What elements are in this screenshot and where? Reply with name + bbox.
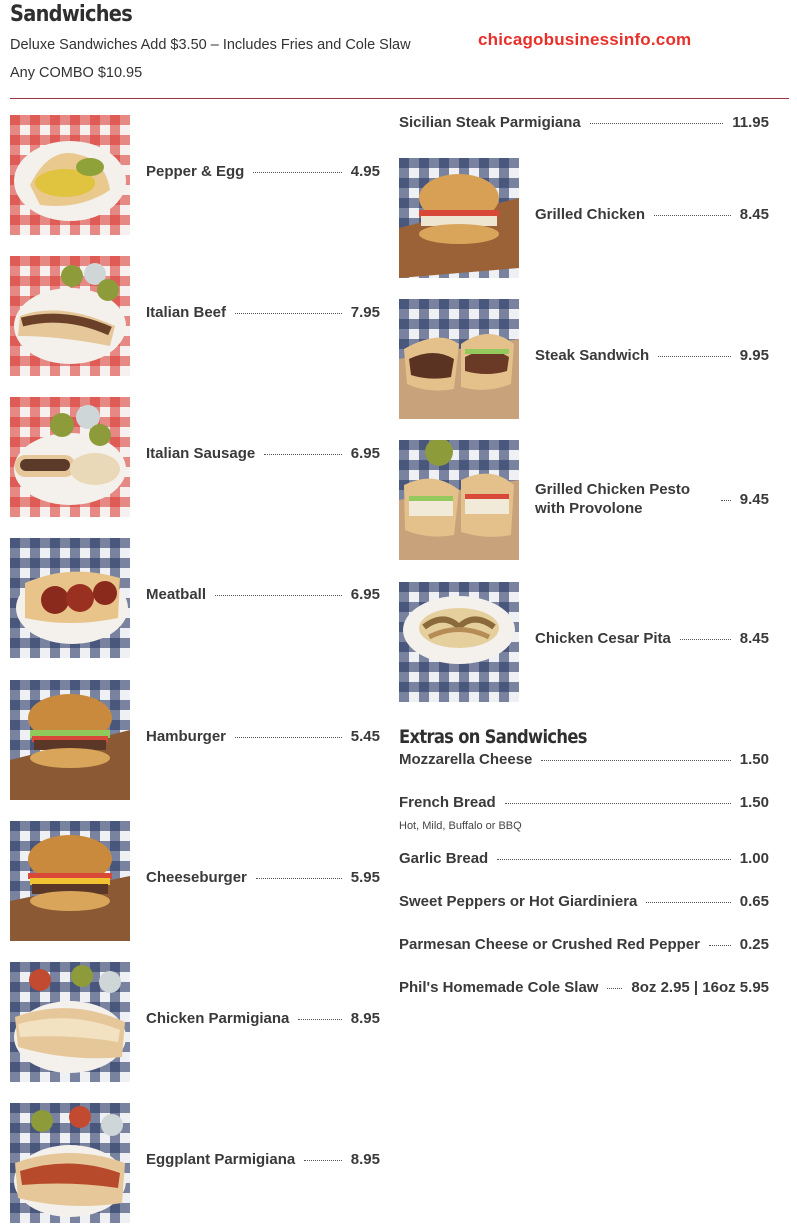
hamburger-photo [10, 680, 130, 800]
cheeseburger-photo [10, 821, 130, 941]
item-price: 7.95 [350, 304, 380, 321]
extra-item[interactable] [399, 979, 769, 996]
item-name: Chicken Parmigiana [146, 1010, 290, 1027]
leader-dots [298, 1019, 341, 1020]
item-name: Italian Beef [146, 304, 227, 321]
item-name: Steak Sandwich [535, 347, 650, 364]
leader-dots [235, 313, 342, 314]
divider [10, 98, 789, 99]
grilled-chicken-sandwich-photo [399, 158, 519, 278]
italian-beef-sandwich-photo [10, 256, 130, 376]
leader-dots [709, 945, 731, 946]
item-name: Italian Sausage [146, 445, 256, 462]
item-price: 9.95 [739, 347, 769, 364]
meatball-sandwich-photo [10, 538, 130, 658]
combo-note: Any COMBO $10.95 [10, 65, 143, 81]
eggplant-parmigiana-photo [10, 1103, 130, 1223]
menu-item[interactable] [146, 869, 380, 886]
pepper-egg-sandwich-photo [10, 115, 130, 235]
leader-dots [505, 803, 731, 804]
leader-dots [253, 172, 341, 173]
item-price: 9.45 [739, 490, 769, 508]
item-price: 0.65 [739, 893, 769, 910]
item-name: Chicken Cesar Pita [535, 630, 671, 647]
item-price: 6.95 [350, 445, 380, 462]
item-name: French Bread [399, 794, 496, 811]
chicken-parmigiana-photo [10, 962, 130, 1082]
item-price: 4.95 [350, 163, 380, 180]
menu-item[interactable] [535, 630, 769, 647]
extras-title: Extras on Sandwiches [399, 726, 587, 748]
menu-item[interactable] [146, 728, 380, 745]
deluxe-note: Deluxe Sandwiches Add $3.50 – Includes Fries and Cole Slaw [10, 37, 411, 53]
menu-item[interactable] [146, 445, 380, 462]
menu-item[interactable] [146, 1151, 380, 1168]
leader-dots [646, 902, 730, 903]
item-price: 8.95 [350, 1010, 380, 1027]
item-price: 1.00 [739, 850, 769, 867]
item-name: Grilled Chicken Pesto with Provolone [535, 481, 691, 517]
leader-dots [541, 760, 730, 761]
leader-dots [721, 500, 731, 501]
leader-dots [264, 454, 342, 455]
item-name: Mozzarella Cheese [399, 751, 533, 768]
item-name: Eggplant Parmigiana [146, 1151, 296, 1168]
chicken-cesar-pita-photo [399, 582, 519, 702]
item-name: Meatball [146, 586, 207, 603]
leader-dots [607, 988, 622, 989]
item-name: Garlic Bread [399, 850, 489, 867]
menu-item[interactable] [535, 347, 769, 364]
item-name: Sicilian Steak Parmigiana [399, 114, 581, 131]
item-price: 8.45 [739, 206, 769, 223]
item-price: 11.95 [732, 114, 769, 131]
leader-dots [590, 123, 724, 124]
page-title: Sandwiches [10, 2, 133, 27]
extra-item[interactable] [399, 936, 769, 953]
item-name: Cheeseburger [146, 869, 247, 886]
item-price: 5.45 [350, 728, 380, 745]
leader-dots [658, 356, 731, 357]
item-price: 8.45 [739, 630, 769, 647]
item-price: 1.50 [739, 794, 769, 811]
menu-item[interactable] [146, 304, 380, 321]
steak-sandwich-photo [399, 299, 519, 419]
item-name: Sweet Peppers or Hot Giardiniera [399, 893, 638, 910]
item-price: 8oz 2.95 | 16oz 5.95 [631, 979, 769, 996]
item-name: Hamburger [146, 728, 227, 745]
menu-item[interactable] [399, 114, 769, 131]
leader-dots [654, 215, 731, 216]
item-price: 6.95 [350, 586, 380, 603]
item-name: Pepper & Egg [146, 163, 245, 180]
extra-item[interactable] [399, 794, 769, 811]
french-bread-note: Hot, Mild, Buffalo or BBQ [399, 820, 522, 832]
item-price: 0.25 [739, 936, 769, 953]
item-price: 8.95 [350, 1151, 380, 1168]
item-name: Parmesan Cheese or Crushed Red Pepper [399, 936, 700, 953]
watermark: chicagobusinessinfo.com [478, 30, 692, 49]
item-price: 1.50 [739, 751, 769, 768]
italian-sausage-sandwich-photo [10, 397, 130, 517]
menu-item[interactable] [146, 1010, 380, 1027]
extra-item[interactable] [399, 893, 769, 910]
menu-item[interactable] [146, 586, 380, 603]
chicken-pesto-sandwich-photo [399, 440, 519, 560]
item-name: Phil's Homemade Cole Slaw [399, 979, 599, 996]
extra-item[interactable] [399, 850, 769, 867]
leader-dots [256, 878, 342, 879]
menu-item[interactable] [535, 206, 769, 223]
item-price: 5.95 [350, 869, 380, 886]
leader-dots [304, 1160, 342, 1161]
extra-item[interactable] [399, 751, 769, 768]
menu-item[interactable] [535, 480, 769, 518]
leader-dots [215, 595, 342, 596]
item-name: Grilled Chicken [535, 206, 646, 223]
leader-dots [497, 859, 731, 860]
menu-item[interactable] [146, 163, 380, 180]
leader-dots [680, 639, 731, 640]
leader-dots [235, 737, 342, 738]
